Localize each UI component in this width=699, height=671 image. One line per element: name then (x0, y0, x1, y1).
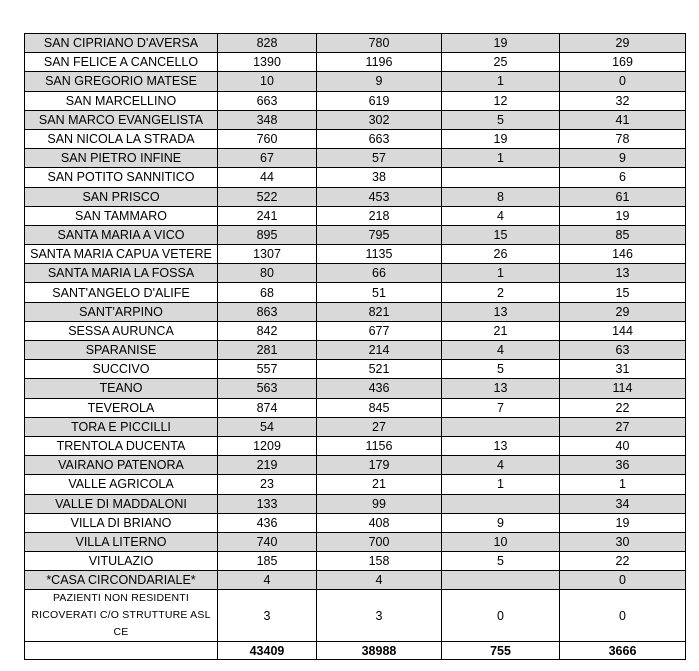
cell-col-1: 54 (218, 417, 317, 436)
cell-col-3: 10 (442, 532, 560, 551)
municipality-name: VITULAZIO (25, 552, 218, 571)
cell-col-4: 36 (560, 456, 686, 475)
table-row (25, 245, 686, 264)
cell-col-2: 780 (317, 34, 442, 53)
cell-col-2: 453 (317, 187, 442, 206)
cell-col-1: 436 (218, 513, 317, 532)
cell-col-3: 1 (442, 72, 560, 91)
table-body (25, 34, 686, 660)
cell-col-3: 4 (442, 206, 560, 225)
cell-col-1: 80 (218, 264, 317, 283)
cell-col-4: 6 (560, 168, 686, 187)
municipality-name: TEVEROLA (25, 398, 218, 417)
cell-col-3: 5 (442, 360, 560, 379)
cell-col-1: 663 (218, 91, 317, 110)
cell-col-2: 619 (317, 91, 442, 110)
cell-col-4: 40 (560, 436, 686, 455)
cell-col-4: 15 (560, 283, 686, 302)
cell-col-1: 522 (218, 187, 317, 206)
cell-col-3 (442, 494, 560, 513)
cell-col-3: 1 (442, 264, 560, 283)
cell-col-4: 22 (560, 552, 686, 571)
cell-col-4: 1 (560, 475, 686, 494)
table-row (25, 302, 686, 321)
municipality-name: *CASA CIRCONDARIALE* (25, 571, 218, 590)
municipality-name: SESSA AURUNCA (25, 321, 218, 340)
cell-col-2: 521 (317, 360, 442, 379)
table-row (25, 72, 686, 91)
municipality-name: SAN TAMMARO (25, 206, 218, 225)
cell-col-3: 26 (442, 245, 560, 264)
cell-col-2: 1196 (317, 53, 442, 72)
table-row (25, 379, 686, 398)
cell-col-4: 61 (560, 187, 686, 206)
cell-col-1: 67 (218, 149, 317, 168)
cell-col-1: 1390 (218, 53, 317, 72)
cell-col-4: 34 (560, 494, 686, 513)
table-row (25, 341, 686, 360)
cell-col-2: 158 (317, 552, 442, 571)
cell-col-3: 15 (442, 225, 560, 244)
cell-col-4: 169 (560, 53, 686, 72)
cell-col-4: 0 (560, 72, 686, 91)
cell-col-1: 4 (218, 571, 317, 590)
table-row (25, 149, 686, 168)
table-row (25, 187, 686, 206)
cell-col-2: 677 (317, 321, 442, 340)
cell-col-4: 30 (560, 532, 686, 551)
cell-col-4: 41 (560, 110, 686, 129)
cell-col-1: 133 (218, 494, 317, 513)
table-row (25, 532, 686, 551)
cell-col-1: 863 (218, 302, 317, 321)
cell-col-2: 218 (317, 206, 442, 225)
table-row (25, 494, 686, 513)
cell-col-1: 185 (218, 552, 317, 571)
cell-col-2: 845 (317, 398, 442, 417)
cell-col-1: 348 (218, 110, 317, 129)
table-row (25, 513, 686, 532)
cell-col-1: 241 (218, 206, 317, 225)
cell-col-2: 663 (317, 129, 442, 148)
non-resident-patients-row (25, 590, 686, 642)
cell-col-4: 31 (560, 360, 686, 379)
table-row (25, 475, 686, 494)
cell-col-3: 7 (442, 398, 560, 417)
cell-col-3: 13 (442, 302, 560, 321)
cell-col-3: 25 (442, 53, 560, 72)
cell-col-4: 13 (560, 264, 686, 283)
cell-col-1: 3 (218, 590, 317, 642)
cell-col-3: 12 (442, 91, 560, 110)
row-label: PAZIENTI NON RESIDENTI RICOVERATI C/O STRUTTURE ASL CE (25, 590, 218, 642)
municipality-name: SAN CIPRIANO D'AVERSA (25, 34, 218, 53)
cell-col-1: 10 (218, 72, 317, 91)
table-row (25, 91, 686, 110)
municipality-name: VILLA DI BRIANO (25, 513, 218, 532)
cell-col-4: 144 (560, 321, 686, 340)
municipality-name: SANT'ARPINO (25, 302, 218, 321)
cell-col-3: 0 (442, 590, 560, 642)
cell-col-3: 4 (442, 341, 560, 360)
table-row (25, 129, 686, 148)
cell-col-2: 4 (317, 571, 442, 590)
cell-col-3: 19 (442, 129, 560, 148)
cell-col-2: 700 (317, 532, 442, 551)
municipality-name: VALLE AGRICOLA (25, 475, 218, 494)
table-row (25, 552, 686, 571)
cell-col-3: 13 (442, 379, 560, 398)
cell-col-2: 302 (317, 110, 442, 129)
cell-col-1: 760 (218, 129, 317, 148)
cell-col-3: 5 (442, 110, 560, 129)
cell-col-2: 214 (317, 341, 442, 360)
cell-col-4: 0 (560, 590, 686, 642)
cell-col-1: 828 (218, 34, 317, 53)
cell-col-2: 38 (317, 168, 442, 187)
cell-col-3: 8 (442, 187, 560, 206)
cell-col-2: 27 (317, 417, 442, 436)
municipality-name: TRENTOLA DUCENTA (25, 436, 218, 455)
cell-col-4: 0 (560, 571, 686, 590)
cell-col-4: 146 (560, 245, 686, 264)
cell-col-1: 895 (218, 225, 317, 244)
cell-col-4: 114 (560, 379, 686, 398)
cell-col-1: 842 (218, 321, 317, 340)
cell-col-2: 3 (317, 590, 442, 642)
cell-col-2: 436 (317, 379, 442, 398)
cell-col-2: 57 (317, 149, 442, 168)
municipality-name: SAN NICOLA LA STRADA (25, 129, 218, 148)
cell-col-4: 32 (560, 91, 686, 110)
municipality-name: VAIRANO PATENORA (25, 456, 218, 475)
cell-col-1: 68 (218, 283, 317, 302)
cell-col-4: 63 (560, 341, 686, 360)
cell-col-1: 281 (218, 341, 317, 360)
cell-col-1: 44 (218, 168, 317, 187)
municipality-name: SAN FELICE A CANCELLO (25, 53, 218, 72)
municipality-name: SUCCIVO (25, 360, 218, 379)
table-row (25, 360, 686, 379)
cell-col-4: 29 (560, 34, 686, 53)
cell-col-4: 29 (560, 302, 686, 321)
cell-col-2: 66 (317, 264, 442, 283)
total-col-1: 43409 (218, 642, 317, 660)
table-row (25, 168, 686, 187)
cell-col-3: 9 (442, 513, 560, 532)
municipality-name: SAN GREGORIO MATESE (25, 72, 218, 91)
table-row (25, 34, 686, 53)
cell-col-2: 795 (317, 225, 442, 244)
cell-col-1: 1307 (218, 245, 317, 264)
cell-col-1: 557 (218, 360, 317, 379)
municipality-name: VALLE DI MADDALONI (25, 494, 218, 513)
cell-col-2: 1135 (317, 245, 442, 264)
cell-col-3: 2 (442, 283, 560, 302)
municipality-name: TORA E PICCILLI (25, 417, 218, 436)
cell-col-2: 51 (317, 283, 442, 302)
cell-col-2: 9 (317, 72, 442, 91)
cell-col-3 (442, 168, 560, 187)
cell-col-3: 19 (442, 34, 560, 53)
cell-col-3: 21 (442, 321, 560, 340)
total-col-2: 38988 (317, 642, 442, 660)
cell-col-4: 19 (560, 206, 686, 225)
cell-col-2: 179 (317, 456, 442, 475)
municipality-name: SAN POTITO SANNITICO (25, 168, 218, 187)
table-row (25, 110, 686, 129)
cell-col-4: 78 (560, 129, 686, 148)
cell-col-4: 85 (560, 225, 686, 244)
totals-label (25, 642, 218, 660)
cell-col-1: 563 (218, 379, 317, 398)
total-col-4: 3666 (560, 642, 686, 660)
totals-row (25, 642, 686, 660)
table-row (25, 436, 686, 455)
cell-col-1: 23 (218, 475, 317, 494)
municipality-name: SAN MARCO EVANGELISTA (25, 110, 218, 129)
cell-col-1: 1209 (218, 436, 317, 455)
cell-col-1: 740 (218, 532, 317, 551)
cell-col-4: 19 (560, 513, 686, 532)
municipality-name: SAN MARCELLINO (25, 91, 218, 110)
cell-col-3 (442, 417, 560, 436)
table-row (25, 283, 686, 302)
municipality-name: SAN PRISCO (25, 187, 218, 206)
cell-col-3: 4 (442, 456, 560, 475)
cell-col-4: 22 (560, 398, 686, 417)
table-row (25, 321, 686, 340)
cell-col-3: 13 (442, 436, 560, 455)
cell-col-3: 1 (442, 475, 560, 494)
table-row (25, 571, 686, 590)
table-row (25, 206, 686, 225)
cell-col-4: 27 (560, 417, 686, 436)
data-table (24, 33, 686, 660)
municipality-name: SANT'ANGELO D'ALIFE (25, 283, 218, 302)
municipality-name: TEANO (25, 379, 218, 398)
municipality-name: SANTA MARIA A VICO (25, 225, 218, 244)
cell-col-3 (442, 571, 560, 590)
table-row (25, 456, 686, 475)
table-row (25, 417, 686, 436)
cell-col-2: 99 (317, 494, 442, 513)
cell-col-3: 1 (442, 149, 560, 168)
municipality-name: SANTA MARIA CAPUA VETERE (25, 245, 218, 264)
table-row (25, 53, 686, 72)
cell-col-1: 874 (218, 398, 317, 417)
cell-col-2: 408 (317, 513, 442, 532)
cell-col-2: 821 (317, 302, 442, 321)
total-col-3: 755 (442, 642, 560, 660)
cell-col-1: 219 (218, 456, 317, 475)
cell-col-2: 21 (317, 475, 442, 494)
municipality-name: SAN PIETRO INFINE (25, 149, 218, 168)
cell-col-4: 9 (560, 149, 686, 168)
municipality-name: VILLA LITERNO (25, 532, 218, 551)
cell-col-2: 1156 (317, 436, 442, 455)
municipality-name: SANTA MARIA LA FOSSA (25, 264, 218, 283)
table-row (25, 398, 686, 417)
municipality-name: SPARANISE (25, 341, 218, 360)
cell-col-3: 5 (442, 552, 560, 571)
table-row (25, 225, 686, 244)
table-row (25, 264, 686, 283)
